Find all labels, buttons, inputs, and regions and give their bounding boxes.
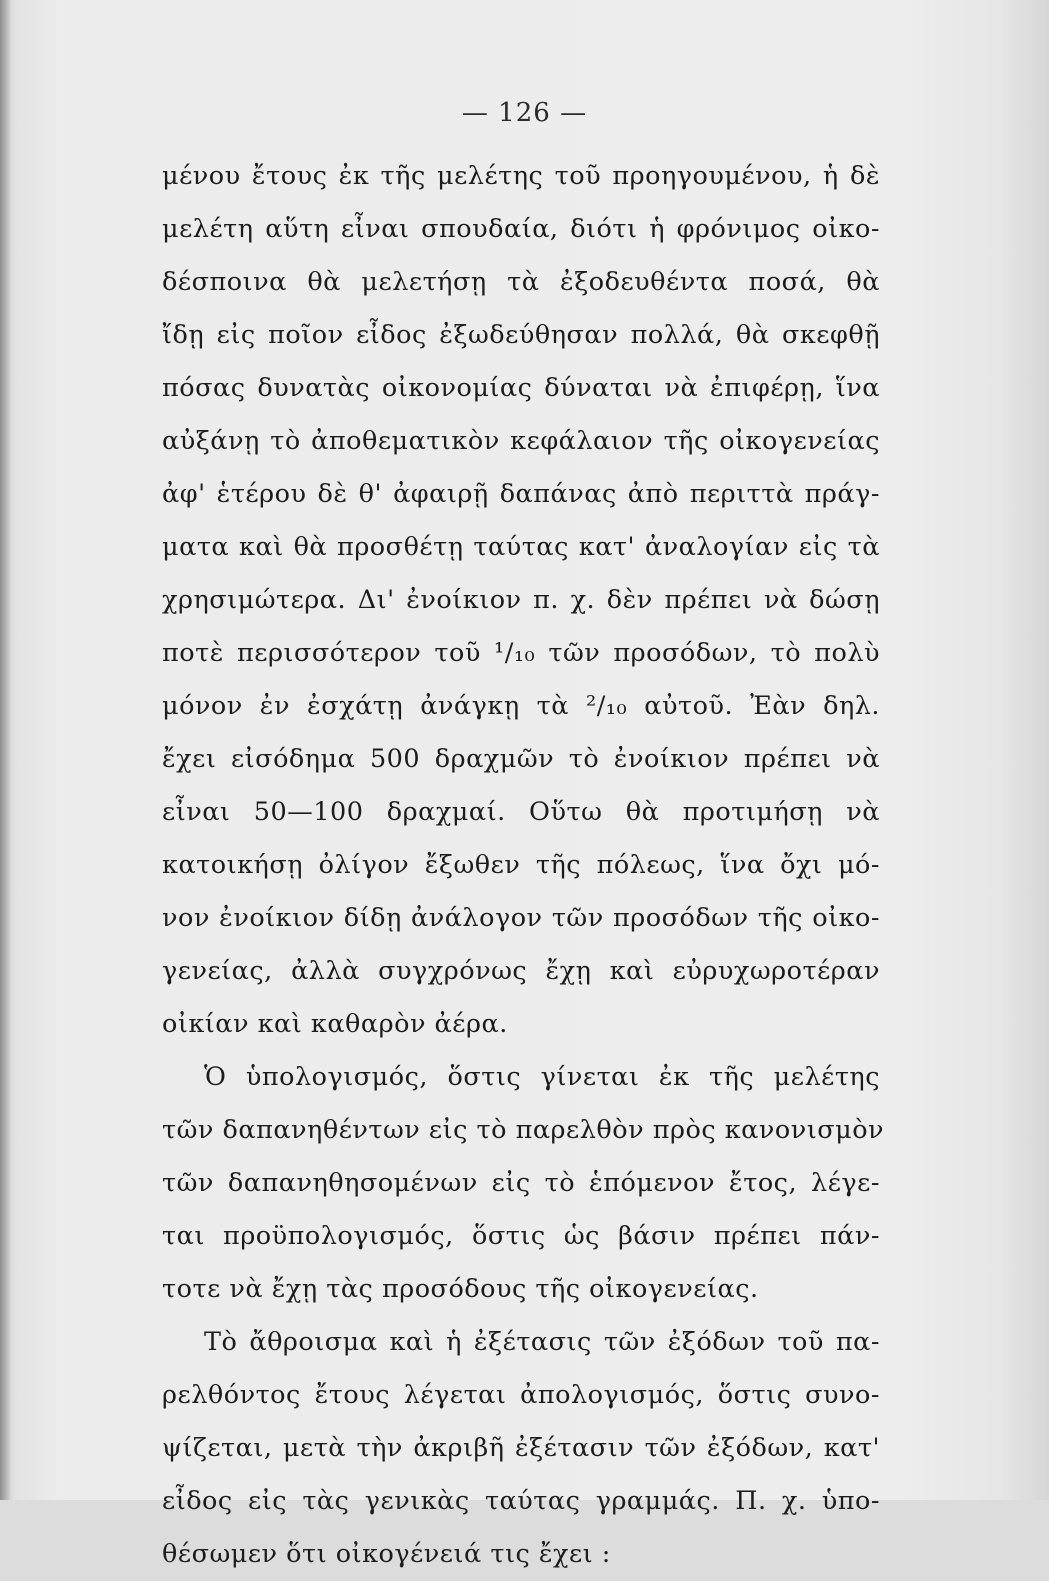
text-line: χρησιμώτερα. Δι' ἐνοίκιον π. χ. δὲν πρέπει νὰ δώσῃ: [162, 585, 880, 615]
text-line: εἶναι 50—100 δραχμαί. Οὕτω θὰ προτιμήσῃ νὰ: [162, 797, 880, 827]
page-edge-shadow: [0, 0, 10, 1500]
text-line: πόσας δυνατὰς οἰκονομίας δύναται νὰ ἐπιφέρῃ, ἵνα: [162, 373, 880, 403]
text-line: ται προϋπολογισμός, ὅστις ὡς βάσιν πρέπει πάν-: [162, 1221, 880, 1251]
text-line: ποτὲ περισσότερον τοῦ ¹/₁₀ τῶν προσόδων, τὸ πολὺ: [162, 638, 880, 668]
text-line: ρελθόντος ἔτους λέγεται ἀπολογισμός, ὅστις συνο-: [162, 1380, 880, 1410]
text-line: μόνον ἐν ἐσχάτῃ ἀνάγκῃ τὰ ²/₁₀ αὐτοῦ. Ἐὰν δηλ.: [162, 691, 880, 721]
text-line: ἴδῃ εἰς ποῖον εἶδος ἐξωδεύθησαν πολλά, θὰ σκεφθῇ: [162, 320, 880, 350]
page-number: — 126 —: [461, 98, 588, 128]
paragraph-end-line: οἰκίαν καὶ καθαρὸν ἀέρα.: [162, 1009, 508, 1039]
text-line: μελέτη αὕτη εἶναι σπουδαία, διότι ἡ φρόνιμος οἰκο-: [162, 214, 880, 244]
text-line: ματα καὶ θὰ προσθέτῃ ταύτας κατ' ἀναλογίαν εἰς τὰ: [162, 532, 880, 562]
text-line: γενείας, ἀλλὰ συγχρόνως ἔχῃ καὶ εὐρυχωροτέραν: [162, 956, 880, 986]
paragraph-start-line: Τὸ ἄθροισμα καὶ ἡ ἐξέτασις τῶν ἐξόδων τοῦ πα-: [204, 1327, 880, 1357]
text-line: εἶδος εἰς τὰς γενικὰς ταύτας γραμμάς. Π. χ. ὑπο-: [162, 1486, 880, 1516]
paragraph-end-line: θέσωμεν ὅτι οἰκογένειά τις ἔχει :: [162, 1539, 611, 1569]
text-line: τῶν δαπανηθησομένων εἰς τὸ ἑπόμενον ἔτος, λέγε-: [162, 1168, 880, 1198]
text-line: ἔχει εἰσόδημα 500 δραχμῶν τὸ ἐνοίκιον πρέπει νὰ: [162, 744, 880, 774]
paragraph-start-line: Ὁ ὑπολογισμός, ὅστις γίνεται ἐκ τῆς μελέτης: [204, 1062, 880, 1092]
text-line: μένου ἔτους ἐκ τῆς μελέτης τοῦ προηγουμένου, ἡ δὲ: [162, 161, 880, 191]
text-line: ψίζεται, μετὰ τὴν ἀκριβῆ ἐξέτασιν τῶν ἐξόδων, κατ': [162, 1433, 880, 1463]
text-line: νον ἐνοίκιον δίδῃ ἀνάλογον τῶν προσόδων τῆς οἰκο-: [162, 903, 880, 933]
text-line: ἀφ' ἑτέρου δὲ θ' ἀφαιρῇ δαπάνας ἀπὸ περιττὰ πράγ-: [162, 479, 880, 509]
text-line: αὐξάνῃ τὸ ἀποθεματικὸν κεφάλαιον τῆς οἰκογενείας: [162, 426, 880, 456]
text-line: κατοικήσῃ ὀλίγον ἔξωθεν τῆς πόλεως, ἵνα ὄχι μό-: [162, 850, 880, 880]
body-text: [162, 150, 885, 1581]
text-line: τῶν δαπανηθέντων εἰς τὸ παρελθὸν πρὸς κανονισμὸν: [162, 1115, 885, 1145]
text-line: δέσποινα θὰ μελετήσῃ τὰ ἐξοδευθέντα ποσά, θὰ: [162, 267, 880, 297]
paragraph-end-line: τοτε νὰ ἔχῃ τὰς προσόδους τῆς οἰκογενείας.: [162, 1274, 759, 1304]
